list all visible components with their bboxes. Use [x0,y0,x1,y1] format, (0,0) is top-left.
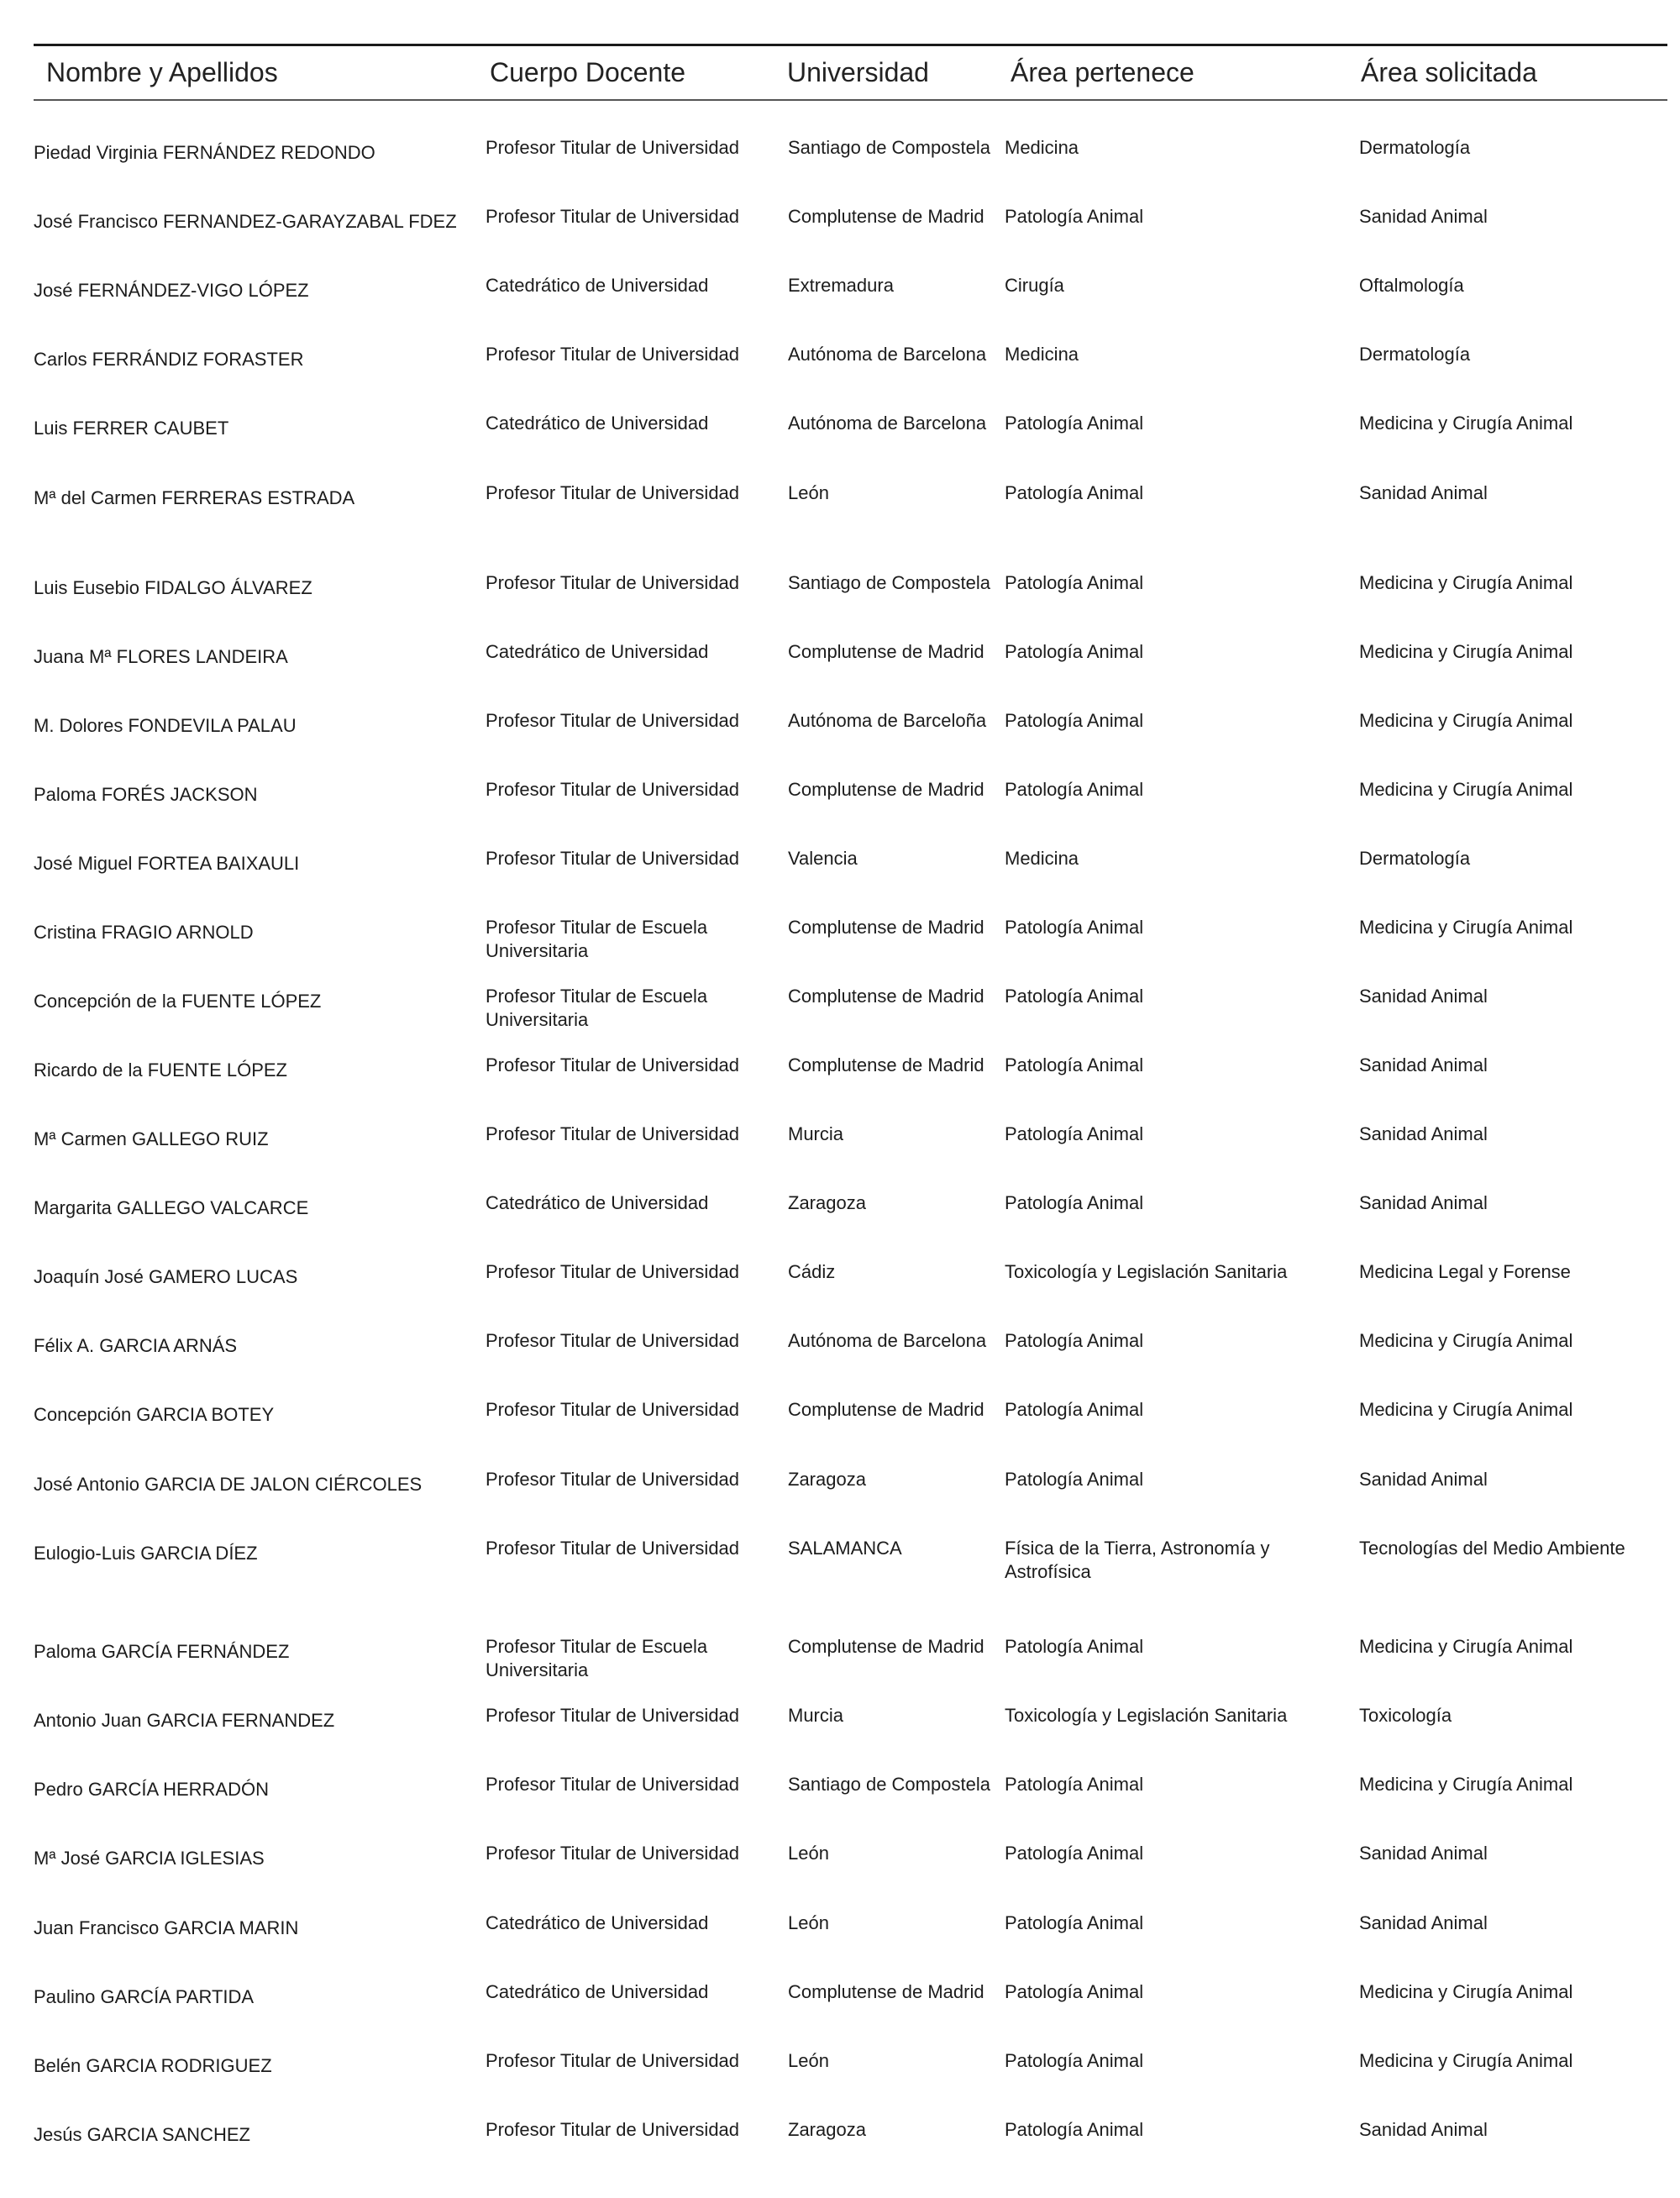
row-nombre: Luis Eusebio FIDALGO ÁLVAREZ [34,577,312,598]
table-row [0,205,1680,272]
row-universidad: Complutense de Madrid [788,779,984,800]
row-area-pertenece: Patología Animal [1005,1912,1144,1933]
row-universidad: Autónoma de Barceloña [788,710,987,731]
row-area-solicitada: Sanidad Animal [1359,1192,1488,1213]
row-area-solicitada: Sanidad Animal [1359,206,1488,227]
row-nombre: Mª del Carmen FERRERAS ESTRADA [34,487,355,508]
table-row [0,1537,1680,1604]
row-universidad: Zaragoza [788,1469,866,1490]
row-nombre: Ricardo de la FUENTE LÓPEZ [34,1060,287,1081]
row-cuerpo: Profesor Titular de Universidad [486,1261,740,1282]
row-area-pertenece: Patología Animal [1005,1192,1144,1213]
table-row [0,1842,1680,1909]
row-universidad: Extremadura [788,275,894,296]
row-area-solicitada: Sanidad Animal [1359,1912,1488,1933]
table-row [0,1329,1680,1396]
row-area-pertenece: Física de la Tierra, Astronomía y Astrofísica [1005,1538,1270,1582]
row-universidad: León [788,2050,829,2071]
row-cuerpo: Profesor Titular de Escuela Universitaria [486,917,708,961]
row-nombre: M. Dolores FONDEVILA PALAU [34,715,297,736]
row-area-pertenece: Patología Animal [1005,413,1144,434]
header-area-pertenece: Área pertenece [1011,57,1194,87]
row-cuerpo: Profesor Titular de Universidad [486,2119,740,2140]
row-area-pertenece: Patología Animal [1005,1399,1144,1420]
row-area-solicitada: Dermatología [1359,848,1471,869]
row-area-solicitada: Dermatología [1359,344,1471,365]
row-nombre: Paloma FORÉS JACKSON [34,784,258,805]
row-cuerpo: Profesor Titular de Universidad [486,2050,740,2071]
row-cuerpo: Profesor Titular de Universidad [486,1399,740,1420]
row-area-solicitada: Medicina y Cirugía Animal [1359,1636,1573,1657]
row-area-solicitada: Medicina y Cirugía Animal [1359,413,1573,434]
row-nombre: Antonio Juan GARCIA FERNANDEZ [34,1710,335,1731]
row-universidad: Santiago de Compostela [788,1774,990,1795]
row-area-pertenece: Patología Animal [1005,206,1144,227]
row-cuerpo: Profesor Titular de Universidad [486,1330,740,1351]
table-row [0,1704,1680,1771]
row-area-solicitada: Medicina y Cirugía Animal [1359,572,1573,593]
row-area-pertenece: Patología Animal [1005,710,1144,731]
row-nombre: Pedro GARCÍA HERRADÓN [34,1779,269,1800]
row-area-pertenece: Cirugía [1005,275,1064,296]
row-nombre: Juana Mª FLORES LANDEIRA [34,646,288,667]
row-universidad: Murcia [788,1123,844,1144]
table-row [0,709,1680,776]
row-nombre: José FERNÁNDEZ-VIGO LÓPEZ [34,280,309,301]
row-area-pertenece: Medicina [1005,137,1079,158]
row-area-solicitada: Sanidad Animal [1359,1469,1488,1490]
row-nombre: Mª José GARCIA IGLESIAS [34,1848,265,1869]
row-nombre: Joaquín José GAMERO LUCAS [34,1266,298,1287]
row-universidad: Zaragoza [788,1192,866,1213]
row-cuerpo: Profesor Titular de Universidad [486,710,740,731]
row-universidad: Complutense de Madrid [788,1981,984,2002]
row-nombre: Félix A. GARCIA ARNÁS [34,1335,238,1356]
row-nombre: Paloma GARCÍA FERNÁNDEZ [34,1641,290,1662]
table-row [0,1773,1680,1840]
row-universidad: Complutense de Madrid [788,1636,984,1657]
header-nombre: Nombre y Apellidos [46,57,278,87]
row-area-solicitada: Toxicología [1359,1705,1452,1726]
table-row [0,571,1680,639]
row-area-pertenece: Patología Animal [1005,1469,1144,1490]
row-cuerpo: Profesor Titular de Universidad [486,344,740,365]
row-cuerpo: Profesor Titular de Universidad [486,206,740,227]
row-area-solicitada: Oftalmología [1359,275,1464,296]
table-row [0,1191,1680,1259]
row-nombre: Margarita GALLEGO VALCARCE [34,1197,309,1218]
row-universidad: León [788,1912,829,1933]
table-row [0,1980,1680,2048]
row-cuerpo: Catedrático de Universidad [486,1192,709,1213]
row-universidad: Cádiz [788,1261,836,1282]
row-area-pertenece: Patología Animal [1005,1330,1144,1351]
table-row [0,1398,1680,1465]
table-row [0,412,1680,479]
table-row [0,136,1680,203]
row-universidad: Autónoma de Barcelona [788,1330,987,1351]
row-cuerpo: Profesor Titular de Universidad [486,1469,740,1490]
header-universidad: Universidad [787,57,929,87]
row-cuerpo: Profesor Titular de Escuela Universitaria [486,1636,708,1680]
row-universidad: Complutense de Madrid [788,1399,984,1420]
table-header [0,50,1680,99]
row-area-pertenece: Patología Animal [1005,917,1144,938]
row-nombre: Mª Carmen GALLEGO RUIZ [34,1128,269,1149]
table-row [0,985,1680,1052]
row-nombre: Jesús GARCIA SANCHEZ [34,2124,250,2145]
row-area-solicitada: Medicina y Cirugía Animal [1359,1330,1573,1351]
row-area-solicitada: Medicina y Cirugía Animal [1359,917,1573,938]
row-area-pertenece: Patología Animal [1005,1981,1144,2002]
row-universidad: Murcia [788,1705,844,1726]
row-cuerpo: Profesor Titular de Universidad [486,1123,740,1144]
table-row [0,916,1680,983]
row-area-solicitada: Medicina y Cirugía Animal [1359,2050,1573,2071]
row-nombre: Belén GARCIA RODRIGUEZ [34,2055,272,2076]
row-universidad: León [788,1843,829,1864]
row-cuerpo: Profesor Titular de Universidad [486,848,740,869]
row-cuerpo: Catedrático de Universidad [486,1981,709,2002]
row-universidad: Complutense de Madrid [788,986,984,1007]
row-nombre: Paulino GARCÍA PARTIDA [34,1986,255,2007]
row-nombre: Cristina FRAGIO ARNOLD [34,922,254,943]
row-nombre: Concepción GARCIA BOTEY [34,1404,275,1425]
top-rule [34,44,1667,46]
row-cuerpo: Profesor Titular de Universidad [486,137,740,158]
row-area-pertenece: Patología Animal [1005,2050,1144,2071]
table-row [0,640,1680,707]
row-universidad: Santiago de Compostela [788,572,990,593]
row-area-solicitada: Medicina y Cirugía Animal [1359,1774,1573,1795]
row-area-pertenece: Patología Animal [1005,572,1144,593]
row-area-solicitada: Dermatología [1359,137,1471,158]
table-row [0,481,1680,549]
row-cuerpo: Profesor Titular de Universidad [486,1705,740,1726]
row-area-pertenece: Patología Animal [1005,1636,1144,1657]
table-row [0,2118,1680,2185]
row-area-solicitada: Medicina y Cirugía Animal [1359,641,1573,662]
row-universidad: Complutense de Madrid [788,206,984,227]
row-area-pertenece: Patología Animal [1005,641,1144,662]
row-area-solicitada: Medicina y Cirugía Animal [1359,710,1573,731]
table-row [0,847,1680,914]
row-area-pertenece: Medicina [1005,848,1079,869]
header-rule [34,99,1667,101]
table-row [0,1260,1680,1328]
row-universidad: Santiago de Compostela [788,137,990,158]
header-cuerpo: Cuerpo Docente [490,57,686,87]
row-area-solicitada: Medicina y Cirugía Animal [1359,779,1573,800]
row-cuerpo: Profesor Titular de Universidad [486,1054,740,1075]
row-area-solicitada: Sanidad Animal [1359,482,1488,503]
row-nombre: Eulogio-Luis GARCIA DÍEZ [34,1543,258,1564]
row-nombre: José Miguel FORTEA BAIXAULI [34,853,300,874]
row-area-pertenece: Patología Animal [1005,986,1144,1007]
row-universidad: Zaragoza [788,2119,866,2140]
table-row [0,778,1680,845]
row-universidad: Complutense de Madrid [788,1054,984,1075]
row-universidad: Complutense de Madrid [788,641,984,662]
row-nombre: José Francisco FERNANDEZ-GARAYZABAL FDEZ [34,211,457,232]
row-area-solicitada: Sanidad Animal [1359,1054,1488,1075]
table-row [0,2049,1680,2116]
table-row [0,1123,1680,1190]
row-area-solicitada: Medicina y Cirugía Animal [1359,1399,1573,1420]
row-area-pertenece: Patología Animal [1005,779,1144,800]
row-area-solicitada: Medicina y Cirugía Animal [1359,1981,1573,2002]
row-cuerpo: Profesor Titular de Universidad [486,1538,740,1559]
row-cuerpo: Profesor Titular de Universidad [486,1843,740,1864]
row-area-pertenece: Toxicología y Legislación Sanitaria [1005,1705,1288,1726]
row-universidad: Autónoma de Barcelona [788,344,987,365]
row-area-solicitada: Sanidad Animal [1359,986,1488,1007]
row-cuerpo: Profesor Titular de Universidad [486,1774,740,1795]
row-area-solicitada: Medicina Legal y Forense [1359,1261,1571,1282]
row-nombre: Concepción de la FUENTE LÓPEZ [34,991,322,1012]
table-row [0,1468,1680,1535]
row-nombre: Luis FERRER CAUBET [34,418,229,439]
row-cuerpo: Catedrático de Universidad [486,1912,709,1933]
header-area-solicitada: Área solicitada [1361,57,1537,87]
table-row [0,1054,1680,1121]
row-area-solicitada: Sanidad Animal [1359,2119,1488,2140]
row-area-pertenece: Patología Animal [1005,1123,1144,1144]
row-area-pertenece: Patología Animal [1005,482,1144,503]
row-nombre: Juan Francisco GARCIA MARIN [34,1917,299,1938]
row-universidad: Complutense de Madrid [788,917,984,938]
row-universidad: SALAMANCA [788,1538,902,1559]
row-cuerpo: Profesor Titular de Universidad [486,572,740,593]
table-row [0,343,1680,410]
row-area-pertenece: Toxicología y Legislación Sanitaria [1005,1261,1288,1282]
row-area-solicitada: Tecnologías del Medio Ambiente [1359,1538,1625,1559]
row-area-solicitada: Sanidad Animal [1359,1123,1488,1144]
row-nombre: Carlos FERRÁNDIZ FORASTER [34,349,304,370]
row-cuerpo: Profesor Titular de Universidad [486,482,740,503]
row-area-pertenece: Patología Animal [1005,1774,1144,1795]
row-cuerpo: Catedrático de Universidad [486,641,709,662]
table-row [0,1635,1680,1702]
row-area-pertenece: Patología Animal [1005,2119,1144,2140]
row-cuerpo: Profesor Titular de Escuela Universitaria [486,986,708,1030]
row-cuerpo: Catedrático de Universidad [486,275,709,296]
row-nombre: Piedad Virginia FERNÁNDEZ REDONDO [34,142,375,163]
row-area-solicitada: Sanidad Animal [1359,1843,1488,1864]
row-universidad: Valencia [788,848,858,869]
table-row [0,274,1680,341]
row-cuerpo: Catedrático de Universidad [486,413,709,434]
row-area-pertenece: Patología Animal [1005,1054,1144,1075]
row-universidad: León [788,482,829,503]
row-area-pertenece: Medicina [1005,344,1079,365]
row-area-pertenece: Patología Animal [1005,1843,1144,1864]
table-row [0,1911,1680,1979]
row-cuerpo: Profesor Titular de Universidad [486,779,740,800]
row-nombre: José Antonio GARCIA DE JALON CIÉRCOLES [34,1474,423,1495]
row-universidad: Autónoma de Barcelona [788,413,987,434]
